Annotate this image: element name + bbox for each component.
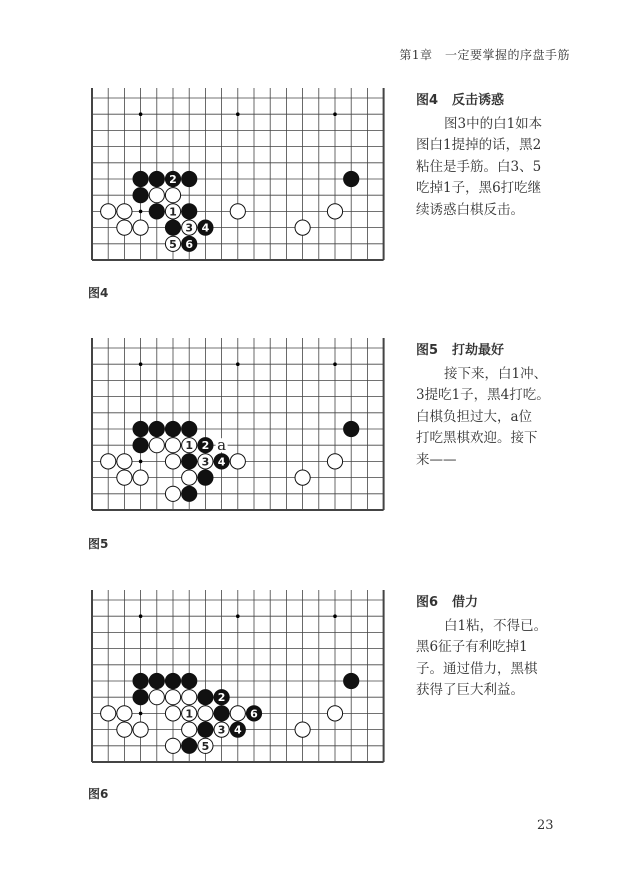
move-number: 6 bbox=[185, 237, 194, 251]
black-stone bbox=[344, 171, 359, 186]
black-stone bbox=[149, 204, 164, 219]
move-number: 3 bbox=[185, 221, 194, 235]
commentary-line: 接下来，白1冲、 bbox=[444, 365, 548, 382]
figure-4-commentary bbox=[416, 90, 566, 221]
black-stone bbox=[149, 421, 164, 436]
white-stone bbox=[182, 470, 197, 485]
star-point bbox=[139, 362, 143, 366]
commentary-line: 子。通过借力，黑棋 bbox=[416, 660, 538, 677]
star-point bbox=[333, 362, 337, 366]
black-stone bbox=[133, 673, 148, 688]
white-stone bbox=[133, 470, 148, 485]
white-stone bbox=[165, 486, 180, 501]
figure-title-text: 打劫最好 bbox=[452, 343, 505, 358]
star-point bbox=[139, 614, 143, 618]
white-stone bbox=[182, 690, 197, 705]
white-stone bbox=[101, 454, 116, 469]
white-stone bbox=[117, 204, 132, 219]
white-stone bbox=[101, 204, 116, 219]
page-number: 23 bbox=[537, 818, 554, 833]
black-stone bbox=[182, 738, 197, 753]
black-stone bbox=[344, 673, 359, 688]
white-stone bbox=[230, 454, 245, 469]
move-number: 2 bbox=[169, 173, 177, 186]
star-point bbox=[333, 614, 337, 618]
figure-5-label: 图5 bbox=[88, 537, 109, 551]
star-point bbox=[139, 460, 143, 464]
black-stone bbox=[149, 171, 164, 186]
white-stone bbox=[165, 438, 180, 453]
white-stone bbox=[327, 706, 342, 721]
move-number: 1 bbox=[185, 439, 194, 453]
star-point bbox=[333, 112, 337, 116]
black-stone bbox=[182, 204, 197, 219]
commentary-line: 粘住是手筋。白3、5 bbox=[416, 158, 542, 175]
black-stone bbox=[165, 673, 180, 688]
star-point bbox=[236, 362, 240, 366]
white-stone bbox=[133, 220, 148, 235]
black-stone bbox=[344, 421, 359, 436]
white-stone bbox=[182, 722, 197, 737]
move-number: 1 bbox=[169, 205, 177, 219]
star-point bbox=[139, 112, 143, 116]
point-label: a bbox=[217, 436, 227, 455]
move-number: 2 bbox=[201, 439, 210, 453]
white-stone bbox=[117, 470, 132, 485]
white-stone bbox=[230, 706, 245, 721]
move-number: 4 bbox=[233, 723, 242, 737]
white-stone bbox=[327, 204, 342, 219]
black-stone bbox=[133, 421, 148, 436]
figure-title bbox=[416, 90, 566, 112]
white-stone bbox=[117, 722, 132, 737]
commentary-line: 来—— bbox=[416, 451, 457, 468]
star-point bbox=[139, 712, 143, 716]
white-stone bbox=[101, 706, 116, 721]
commentary-line: 图白1提掉的话，黑2 bbox=[416, 137, 542, 153]
go-board-figure-4 bbox=[88, 88, 388, 264]
white-stone bbox=[165, 738, 180, 753]
move-number: 4 bbox=[217, 455, 226, 469]
white-stone bbox=[133, 722, 148, 737]
white-stone bbox=[149, 438, 164, 453]
white-stone bbox=[198, 706, 213, 721]
move-number: 5 bbox=[169, 237, 177, 251]
black-stone bbox=[182, 421, 197, 436]
commentary-line: 续诱惑白棋反击。 bbox=[416, 201, 524, 218]
star-point bbox=[236, 112, 240, 116]
figure-title-text: 反击诱惑 bbox=[452, 93, 505, 108]
commentary-line: 吃掉1子，黑6打吃继 bbox=[416, 180, 542, 196]
figure-number: 图4 bbox=[416, 93, 439, 108]
black-stone bbox=[182, 486, 197, 501]
white-stone bbox=[165, 188, 180, 203]
white-stone bbox=[149, 690, 164, 705]
white-stone bbox=[117, 220, 132, 235]
black-stone bbox=[214, 706, 229, 721]
move-number: 3 bbox=[201, 455, 210, 469]
white-stone bbox=[117, 454, 132, 469]
figure-6-label: 图6 bbox=[88, 787, 109, 801]
figure-6-commentary bbox=[416, 592, 566, 702]
go-board-figure-6 bbox=[88, 590, 388, 766]
commentary-line: 获得了巨大利益。 bbox=[416, 682, 524, 698]
figure-title bbox=[416, 340, 566, 362]
move-number: 4 bbox=[201, 221, 210, 235]
black-stone bbox=[182, 454, 197, 469]
figure-4-label: 图4 bbox=[88, 286, 109, 300]
black-stone bbox=[133, 188, 148, 203]
white-stone bbox=[117, 706, 132, 721]
black-stone bbox=[133, 690, 148, 705]
white-stone bbox=[327, 454, 342, 469]
black-stone bbox=[182, 171, 197, 186]
star-point bbox=[139, 210, 143, 214]
go-board-figure-5 bbox=[88, 338, 388, 514]
commentary-line: 白棋负担过大，a位 bbox=[416, 408, 533, 425]
black-stone bbox=[133, 438, 148, 453]
figure-5-commentary bbox=[416, 340, 566, 471]
move-number: 6 bbox=[250, 707, 258, 721]
figure-number: 图5 bbox=[416, 343, 439, 358]
figure-title bbox=[416, 592, 566, 614]
black-stone bbox=[198, 722, 213, 737]
black-stone bbox=[198, 690, 213, 705]
white-stone bbox=[165, 690, 180, 705]
commentary-line: 打吃黑棋欢迎。接下 bbox=[416, 430, 538, 446]
black-stone bbox=[198, 470, 213, 485]
commentary-line: 白1粘，不得已。 bbox=[444, 617, 548, 634]
white-stone bbox=[165, 454, 180, 469]
white-stone bbox=[165, 706, 180, 721]
move-number: 3 bbox=[217, 723, 226, 737]
figure-title-text: 借力 bbox=[452, 595, 479, 610]
commentary-line: 图3中的白1如本 bbox=[444, 115, 543, 132]
white-stone bbox=[230, 204, 245, 219]
figure-number: 图6 bbox=[416, 595, 439, 610]
white-stone bbox=[295, 220, 310, 235]
white-stone bbox=[295, 722, 310, 737]
black-stone bbox=[149, 673, 164, 688]
chapter-header: 第1章 一定要掌握的序盘手筋 bbox=[399, 48, 570, 62]
black-stone bbox=[182, 673, 197, 688]
black-stone bbox=[165, 220, 180, 235]
commentary-line: 3提吃1子，黑4打吃。 bbox=[416, 387, 550, 403]
black-stone bbox=[165, 421, 180, 436]
black-stone bbox=[133, 171, 148, 186]
commentary-line: 黑6征子有利吃掉1 bbox=[416, 639, 528, 655]
white-stone bbox=[295, 470, 310, 485]
move-number: 2 bbox=[217, 691, 226, 705]
move-number: 1 bbox=[185, 707, 194, 721]
move-number: 5 bbox=[201, 739, 210, 753]
white-stone bbox=[149, 188, 164, 203]
star-point bbox=[236, 614, 240, 618]
